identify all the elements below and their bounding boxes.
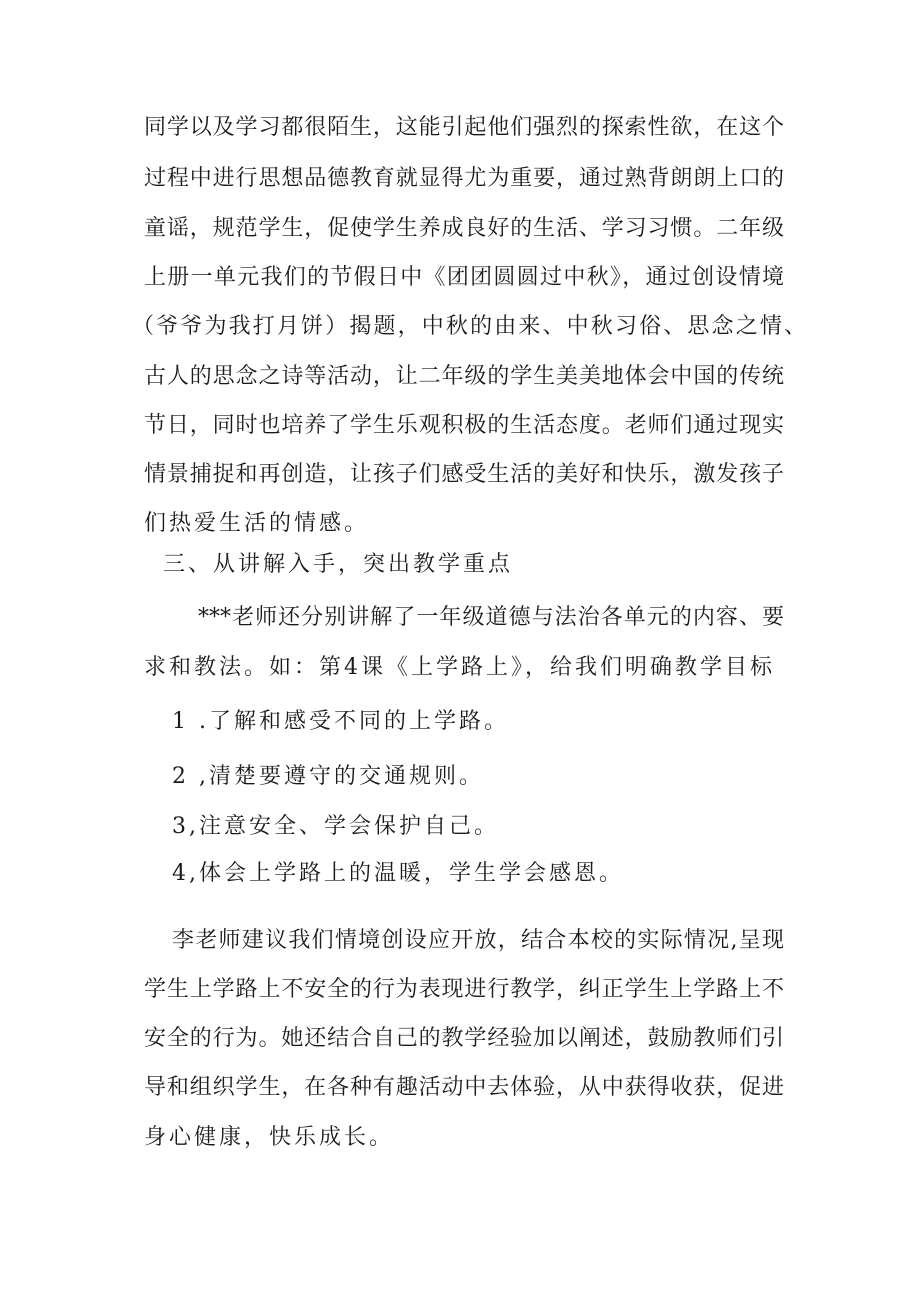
section-heading: 三、从讲解入手，突出教学重点 <box>163 552 514 577</box>
paragraph-1-line-4: 上册一单元我们的节假日中《团团圆圆过中秋》，通过创设情境 <box>144 265 784 290</box>
paragraph-1-line-2: 过程中进行思想品德教育就显得尤为重要，通过熟背朗朗上口的 <box>144 166 784 191</box>
paragraph-1-line-7: 节日，同时也培养了学生乐观积极的生活态度。老师们通过现实 <box>144 413 784 438</box>
paragraph-3-line-2: 学生上学路上不安全的行为表现进行教学，纠正学生上学路上不 <box>144 977 784 1002</box>
paragraph-3-line-1: 李老师建议我们情境创设应开放，结合本校的实际情况,呈现 <box>172 928 784 953</box>
goal-item-3: 3,注意安全、学会保护自己。 <box>172 814 499 839</box>
goal-item-1: 1 .了解和感受不同的上学路。 <box>172 709 509 734</box>
paragraph-1-line-1: 同学以及学习都很陌生，这能引起他们强烈的探索性欲，在这个 <box>144 115 784 140</box>
paragraph-2-line-2: 求和教法。如：第4课《上学路上》，给我们明确教学目标 <box>144 655 775 680</box>
paragraph-1-line-5: （爷爷为我打月饼）揭题，中秋的由来、中秋习俗、思念之情、 <box>132 314 806 339</box>
goal-item-4: 4,体会上学路上的温暖，学生学会感恩。 <box>172 861 624 886</box>
paragraph-1-line-6: 古人的思念之诗等活动，让二年级的学生美美地体会中国的传统 <box>144 364 784 389</box>
paragraph-3-line-5: 身心健康，快乐成长。 <box>144 1125 395 1150</box>
paragraph-3-line-3: 安全的行为。她还结合自己的教学经验加以阐述，鼓励教师们引 <box>144 1026 784 1051</box>
paragraph-1-line-3: 童谣，规范学生，促使学生养成良好的生活、学习习惯。二年级 <box>144 216 784 241</box>
paragraph-3-line-4: 导和组织学生，在各种有趣活动中去体验，从中获得收获，促进 <box>144 1075 784 1100</box>
paragraph-1-line-9: 们热爱生活的情感。 <box>144 511 370 536</box>
paragraph-2-line-1: ***老师还分别讲解了一年级道德与法治各单元的内容、要 <box>198 605 784 630</box>
paragraph-1-line-8: 情景捕捉和再创造，让孩子们感受生活的美好和快乐，激发孩子 <box>144 462 784 487</box>
goal-item-2: 2 ,清楚要遵守的交通规则。 <box>172 764 484 789</box>
